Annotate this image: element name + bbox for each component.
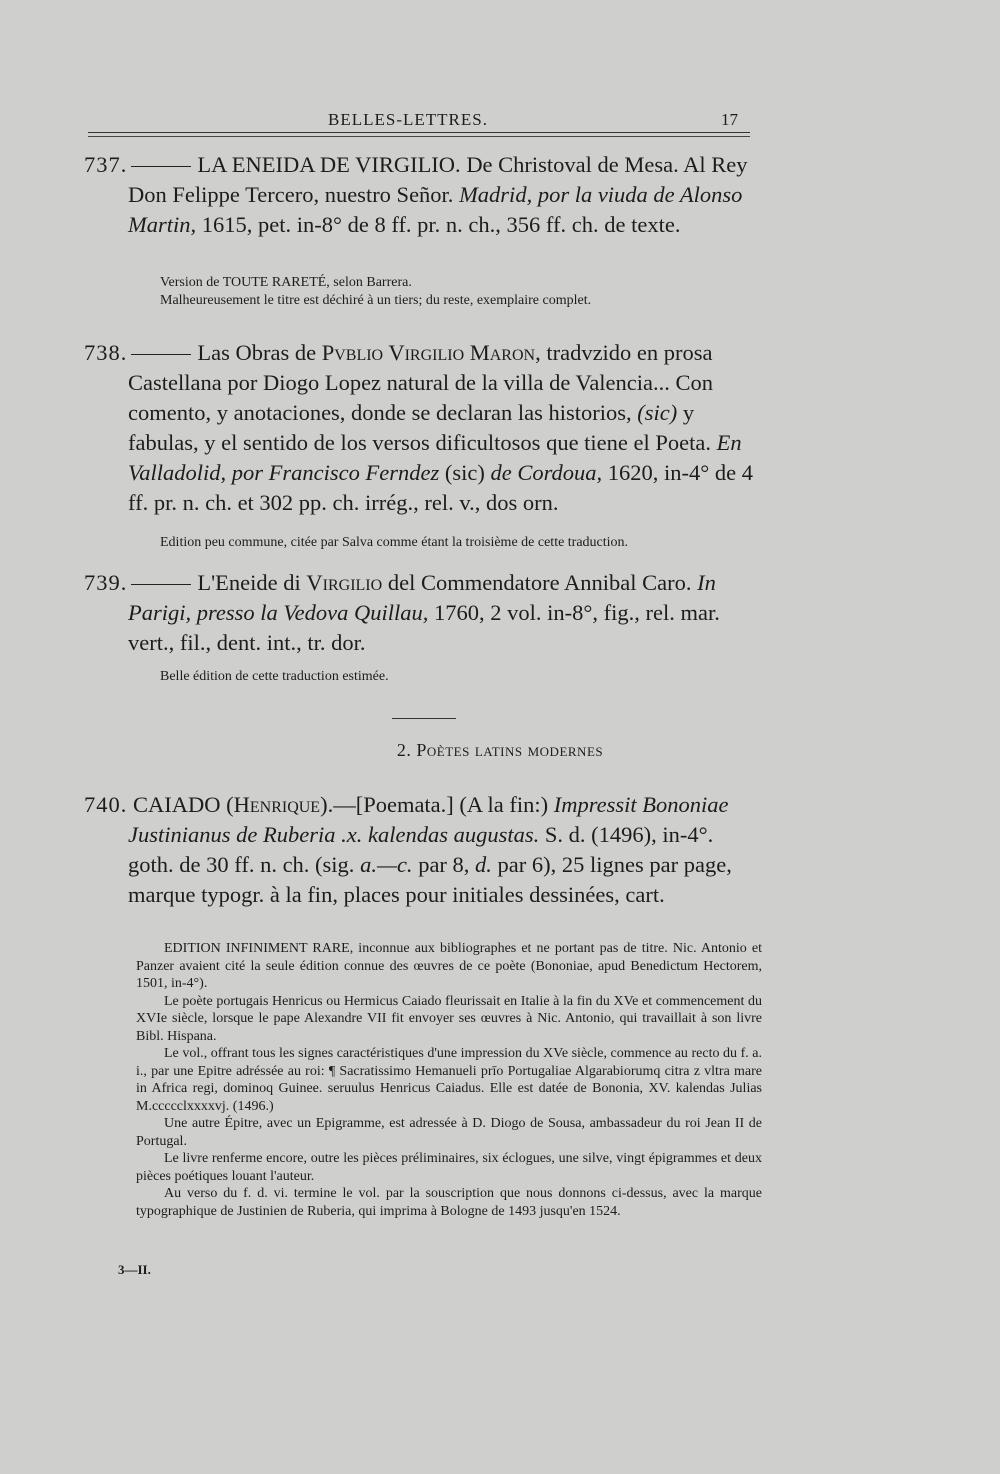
note-paragraph: EDITION INFINIMENT RARE, inconnue aux bibliographes et ne portant pas de titre. Nic. Antonio et Panzer avaient cité la seule édition connue des œuvres de ce poète (Bononiae, apud Benedictum Hectorem, 1501, in-4°). [136,941,762,991]
entry-text: , tradvzido en prosa Castellana por Diogo Lopez natural de la villa de Valencia... Con comento, y anotaciones, donde se declaran las historios, [128,340,714,425]
note-line: Edition peu commune, citée par Salva comme étant la troisième de cette traduction. [160,535,629,550]
section-divider [392,718,456,719]
entry-number: 737. [84,152,128,177]
signature-letter: d. [475,852,492,877]
note-line: Belle édition de cette traduction estimée. [160,669,389,684]
author-forename: (Henrique) [226,792,328,817]
entry-title: LA ENEIDA DE VIRGILIO. [197,152,461,177]
imprint: Madrid, por la viuda de Alonso Martin, [128,182,743,237]
imprint: de Cordoua, [490,460,603,485]
header-rule [88,132,750,133]
note-737 [160,274,760,310]
signature-mark: 3—II. [118,1262,151,1277]
entry-737 [84,150,762,240]
entry-text: del Commendatore Annibal Caro. [382,570,698,595]
colophon: Impressit Bononiae Justinianus de Ruberia .x. kalendas augustas. [128,792,729,847]
author-name: CAIADO [133,792,221,817]
imprint: In Parigi, presso la Vedova Quillau, [128,570,716,625]
entry-text: Las Obras de [197,340,322,365]
imprint: En Valladolid, por Francisco Ferndez [128,430,742,485]
note-738 [160,534,760,552]
entry-739 [84,568,762,658]
entry-text: par 6), 25 lignes par page, marque typogr. à la fin, places pour initiales dessinées, cart. [128,852,732,907]
entry-number: 739. [84,570,128,595]
section-heading [0,740,1000,761]
running-header [88,108,750,134]
entry-text: .—[Poemata.] (A la fin:) [327,792,554,817]
entry-740 [84,790,762,910]
note-paragraph: Le poète portugais Henricus ou Hermicus Caiado fleurissait en Italie à la fin du XVe et commencement du XVIe siècle, lorsque le pape Alexandre VII fit envoyer ses œuvres à Nic. Antonio, qui travaillait à son livre Bibl. Hispana. [136,993,762,1044]
dash [131,584,191,585]
entry-text: 1760, 2 vol. in-8°, fig., rel. mar. vert., fil., dent. int., tr. dor. [128,600,720,655]
section-title: Poètes latins modernes [416,740,604,760]
sic-note: (sic) [637,400,678,425]
note-739 [160,668,760,686]
note-paragraph: Au verso du f. d. vi. termine le vol. par la souscription que nous donnons ci-dessus, avec la marque typographique de Justinien de Ruberia, qui imprima à Bologne de 1493 jusqu'en 1524. [136,1186,762,1219]
entry-text: 1620, in-4° de 4 ff. pr. n. ch. et 302 pp. ch. irrég., rel. v., dos orn. [128,460,753,515]
header-rule-thin [88,136,750,137]
entry-text: L'Eneide di [197,570,307,595]
entry-number: 738. [84,340,128,365]
author-name: Virgilio [306,570,383,595]
note-line: Malheureusement le titre est déchiré à un tiers; du reste, exemplaire complet. [160,293,592,308]
entry-text: par 8, [412,852,476,877]
entry-text: y fabulas, y el sentido de los versos dificultosos que tiene el Poeta. [128,400,717,455]
entry-738 [84,338,762,518]
section-number: 2. [396,740,412,760]
entry-text: 1615, pet. in-8° de 8 ff. pr. n. ch., 356 ff. ch. de texte. [196,212,681,237]
author-name: Pvblio Virgilio Maron [321,340,536,365]
entry-text: (sic) [439,460,491,485]
entry-number: 740. [84,792,128,817]
dash [131,354,191,355]
note-740 [136,940,762,1220]
signature-range: a.—c. [360,852,413,877]
entry-text: S. d. (1496), in-4°. goth. de 30 ff. n. ch. (sig. [128,822,714,877]
note-paragraph: Une autre Épitre, avec un Epigramme, est adressée à D. Diogo de Sousa, ambassadeur du roi Jean II de Portugal. [136,1116,762,1149]
header-title: BELLES-LETTRES. [328,110,488,129]
note-paragraph: Le livre renferme encore, outre les pièces préliminaires, six éclogues, une silve, vingt épigrammes et deux pièces poétiques louant l'auteur. [136,1151,762,1184]
note-paragraph: Le vol., offrant tous les signes caractéristiques d'une impression du XVe siècle, commence au recto du f. a. i., par une Epitre adréssée au roi: ¶ Sacratissimo Hemanueli prīo Portugaliae Algarabiorumq citra z vltra mare in Africa regi, dominoq Guinee. seruulus Henricus Caiadus. Elle est datée de Bononia, XV. kalendas Julias M.ccccclxxxxvj. (1496.) [136,1046,762,1114]
entry-text: De Christoval de Mesa. Al Rey Don Felippe Tercero, nuestro Señor. [128,152,748,207]
page-number: 17 [721,110,738,129]
dash [131,166,191,167]
note-line: Version de TOUTE RARETÉ, selon Barrera. [160,275,412,290]
